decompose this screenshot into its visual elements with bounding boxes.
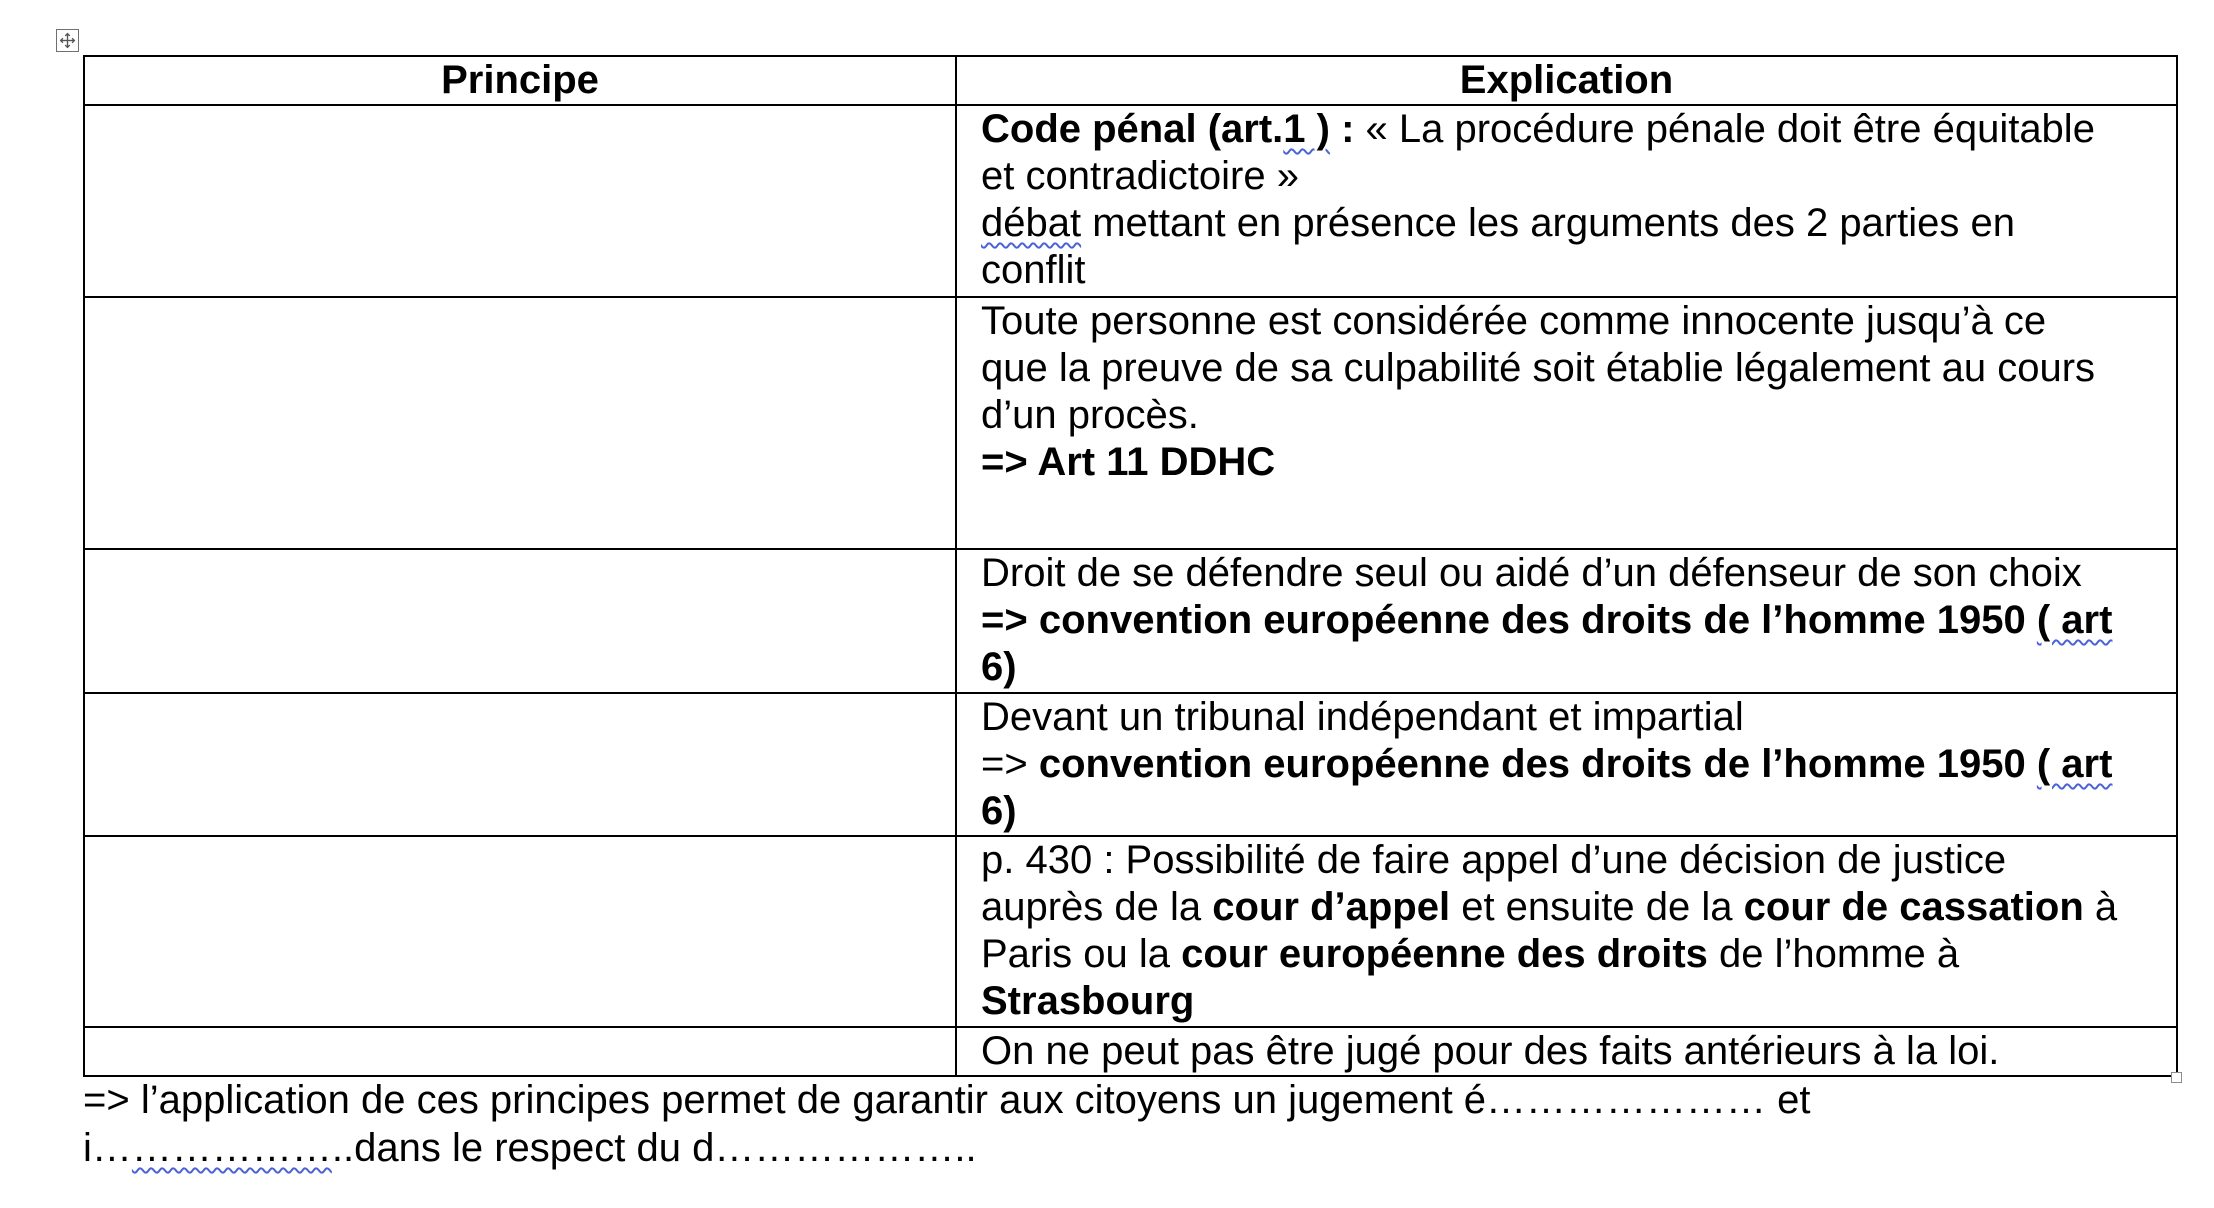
text-line: Droit de se défendre seul ou aidé d’un défenseur de son choix (981, 551, 2082, 595)
header-principe[interactable]: Principe (84, 56, 956, 105)
text-span: de l’homme à (1707, 932, 1960, 976)
text-span: « La procédure pénale doit être équitable (1354, 107, 2095, 151)
text-line (981, 884, 2152, 931)
bold-text: => convention européenne des droits de l’homme 1950 (981, 598, 2037, 642)
principe-cell[interactable] (84, 297, 956, 549)
text-line: que la preuve de sa culpabilité soit établie légalement au cours (981, 346, 2096, 390)
principe-cell[interactable] (84, 836, 956, 1027)
explication-cell[interactable] (956, 549, 2177, 693)
spellcheck-word: …………… (131, 1126, 332, 1170)
table-row (84, 836, 2177, 1027)
text-span: à (2083, 885, 2118, 929)
text-line: p. 430 : Possibilité de faire appel d’une décision de justice (981, 838, 2007, 882)
text-span: Paris ou la (981, 932, 1182, 976)
bold-text: convention européenne des droits de l’homme 1950 (1038, 742, 2037, 786)
explication-cell[interactable] (956, 693, 2177, 836)
text-line (981, 741, 2152, 788)
principles-table[interactable] (83, 55, 2178, 1077)
conclusion-line: => l’application de ces principes permet de garantir aux citoyens un jugement é………………… et (83, 1078, 1811, 1122)
principe-cell[interactable] (84, 693, 956, 836)
table-row (84, 105, 2177, 297)
principe-cell[interactable] (84, 1027, 956, 1076)
spellcheck-word: 1 ) (1283, 107, 1330, 151)
table-row (84, 297, 2177, 549)
text-span: mettant en présence les arguments des 2 parties en (1081, 201, 2015, 245)
table-row (84, 1027, 2177, 1076)
text-span: => (981, 742, 1039, 786)
text-span: auprès de la (981, 885, 1213, 929)
table-resize-handle[interactable] (2171, 1072, 2182, 1083)
text-line: conflit (981, 248, 1086, 292)
principe-cell[interactable] (84, 105, 956, 297)
bold-text: cour européenne des droits (1181, 932, 1708, 976)
conclusion-paragraph[interactable] (83, 1076, 1811, 1172)
text-line (981, 200, 2152, 247)
bold-text: cour d’appel (1212, 885, 1451, 929)
text-span: ..dans le respect du d……………….. (331, 1126, 977, 1170)
text-line (981, 106, 2152, 153)
text-line: d’un procès. (981, 393, 1199, 437)
spellcheck-word: ( art (2036, 742, 2113, 786)
text-span: et ensuite de la (1450, 885, 1744, 929)
explication-cell[interactable] (956, 105, 2177, 297)
conclusion-line (83, 1124, 1811, 1172)
table-row (84, 549, 2177, 693)
text-line: Toute personne est considérée comme innocente jusqu’à ce (981, 299, 2047, 343)
text-line (981, 931, 2152, 978)
text-line: et contradictoire » (981, 154, 1299, 198)
text-line: 6) (981, 789, 1017, 833)
bold-text: : (1329, 107, 1355, 151)
explication-cell[interactable] (956, 1027, 2177, 1076)
text-line: Devant un tribunal indépendant et impartial (981, 695, 1744, 739)
spellcheck-word: débat (981, 201, 1082, 245)
text-line: On ne peut pas être jugé pour des faits antérieurs à la loi. (981, 1029, 2000, 1073)
principe-cell[interactable] (84, 549, 956, 693)
table-move-handle[interactable] (56, 29, 79, 52)
text-line: Strasbourg (981, 979, 1195, 1023)
text-line: 6) (981, 645, 1017, 689)
explication-cell[interactable] (956, 836, 2177, 1027)
table-row (84, 693, 2177, 836)
table-header-row (84, 56, 2177, 105)
bold-text: cour de cassation (1743, 885, 2084, 929)
text-span: i… (83, 1126, 132, 1170)
spellcheck-word: ( art (2036, 598, 2113, 642)
bold-text: Code pénal (art. (981, 107, 1284, 151)
text-line: => Art 11 DDHC (981, 440, 1276, 484)
text-line (981, 597, 2152, 644)
header-explication[interactable]: Explication (956, 56, 2177, 105)
move-arrows-icon (57, 30, 78, 51)
explication-cell[interactable] (956, 297, 2177, 549)
